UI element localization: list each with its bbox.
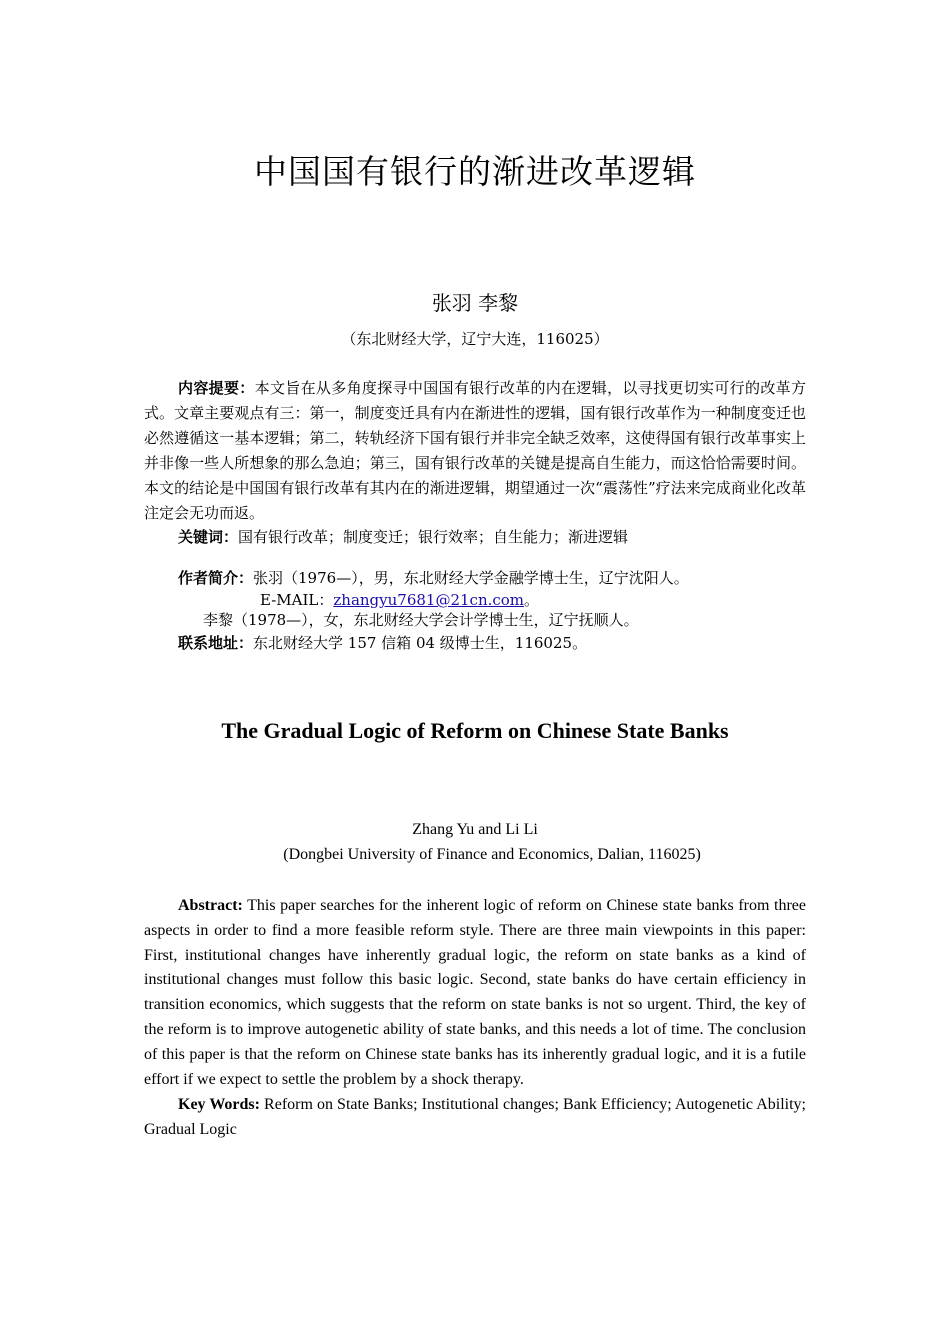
author-email-line: [144, 589, 922, 611]
english-affiliation: (Dongbei University of Finance and Economics, Dalian, 116025): [283, 846, 701, 863]
contact-address-text: 东北财经大学 157 信箱 04 级博士生，116025。: [253, 634, 588, 652]
chinese-keywords: [144, 526, 840, 548]
email-suffix: 。: [524, 591, 540, 609]
chinese-abstract: [144, 376, 806, 526]
chinese-abstract-text: 本文旨在从多角度探寻中国国有银行改革的内在逻辑，以寻找更切实可行的改革方式。文章主要观点有三：第一，制度变迁具有内在渐进性的逻辑，国有银行改革作为一种制度变迁也必然遵循这一基本逻辑；第二，转轨经济下国有银行并非完全缺乏效率，这使得国有银行改革事实上并非像一些人所想象的那么急迫；第三，国有银行改革的关键是提高自生能力，而这恰恰需要时间。本文的结论是中国国有银行改革有其内在的渐进逻辑，期望通过一次“震荡性”疗法来完成商业化改革注定会无功而返。: [144, 379, 806, 522]
email-label: E-MAIL：: [260, 591, 334, 609]
author-bio-2: 李黎（1978—），女，东北财经大学会计学博士生，辽宁抚顺人。: [203, 611, 639, 629]
english-abstract-label: Abstract:: [178, 897, 243, 914]
chinese-title: 中国国有银行的渐进改革逻辑: [254, 152, 696, 191]
chinese-affiliation: （东北财经大学，辽宁大连，116025）: [341, 330, 609, 348]
english-title: The Gradual Logic of Reform on Chinese State Banks: [221, 718, 729, 743]
english-authors: Zhang Yu and Li Li: [412, 821, 538, 838]
chinese-keywords-label: 关键词：: [178, 528, 239, 546]
email-link[interactable]: zhangyu7681@21cn.com: [333, 591, 525, 609]
english-keywords-label: Key Words:: [178, 1096, 260, 1113]
english-abstract-text: This paper searches for the inherent logic of reform on Chinese state banks from three aspects in order to find a more feasible reform style. There are three main viewpoints in this paper: First, institutional changes have inherently gradual logic, the reform on state banks as a kind of institutional changes must follow this basic logic. Second, state banks do have certain efficiency in transition economics, which suggests that the reform on state banks is not so urgent. Third, the key of the reform is to improve autogenetic ability of state banks, and this needs a lot of time. The conclusion of this paper is that the reform on Chinese state banks has its inherently gradual logic, and it is a futile effort if we expect to settle the problem by a shock therapy.: [144, 897, 806, 1088]
author-bio-1-text: 张羽（1976—），男，东北财经大学金融学博士生，辽宁沈阳人。: [253, 569, 689, 587]
contact-address: [144, 632, 840, 654]
author-bio-label: 作者简介：: [178, 569, 254, 587]
chinese-keywords-text: 国有银行改革；制度变迁；银行效率；自生能力；渐进逻辑: [238, 528, 629, 546]
english-keywords: [144, 1093, 806, 1143]
chinese-authors: 张羽 李黎: [431, 291, 519, 315]
contact-address-label: 联系地址：: [178, 634, 254, 652]
english-abstract: [144, 894, 806, 1092]
chinese-abstract-label: 内容提要：: [178, 379, 255, 397]
english-keywords-text: Reform on State Banks; Institutional changes; Bank Efficiency; Autogenetic Ability; Gradual Logic: [144, 1096, 806, 1138]
author-bio-1: [144, 567, 840, 589]
